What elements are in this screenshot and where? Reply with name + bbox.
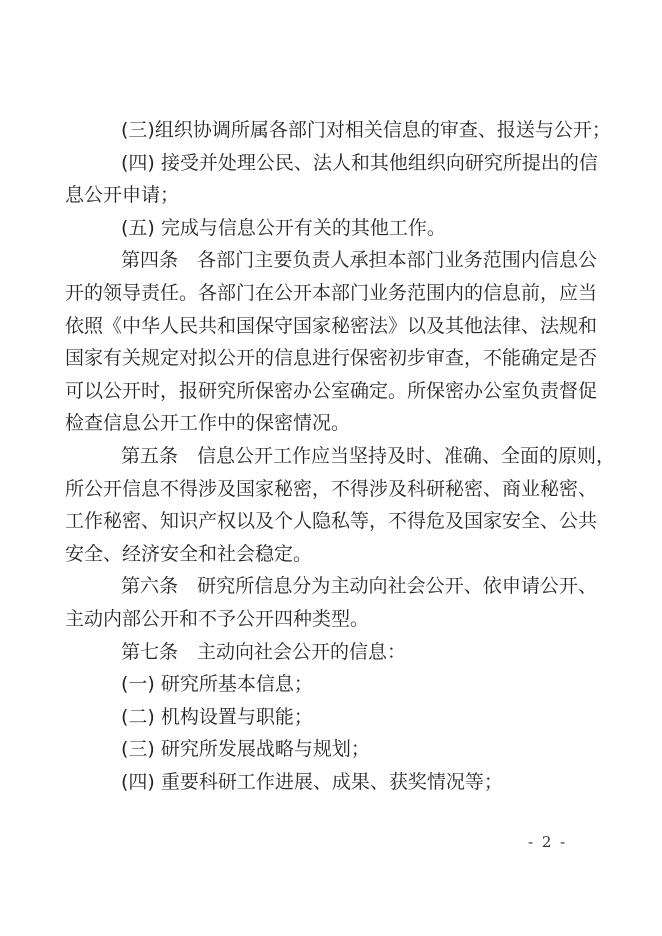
paragraph (65, 668, 597, 701)
paragraph (65, 733, 597, 766)
paragraph (65, 636, 597, 669)
document-body (65, 114, 616, 798)
text-line: (四) 接受并处理公民、法人和其他组织向研究所提出的信 (121, 151, 598, 174)
text-line: (三) 研究所发展战略与规划； (121, 738, 370, 761)
text-line: 第四条 各部门主要负责人承担本部门业务范围内信息公 (121, 249, 597, 272)
text-line: 国家有关规定对拟公开的信息进行保密初步审查，不能确定是否 (65, 347, 598, 370)
paragraph (65, 701, 597, 734)
page-number: - 2 - (528, 833, 568, 851)
text-line: (一) 研究所基本信息； (121, 673, 313, 696)
text-line: 工作秘密、知识产权以及个人隐私等，不得危及国家安全、公共 (65, 510, 598, 533)
text-line: 第六条 研究所信息分为主动向社会公开、依申请公开、 (121, 575, 597, 598)
text-line: 息公开申请； (65, 184, 180, 207)
text-line: 所公开信息不得涉及国家秘密，不得涉及科研秘密、商业秘密、 (65, 477, 598, 500)
text-line: (四) 重要科研工作进展、成果、获奖情况等； (121, 770, 503, 793)
text-line: 第五条 信息公开工作应当坚持及时、准确、全面的原则， (121, 444, 616, 467)
paragraph (65, 244, 597, 440)
text-line: (三)组织协调所属各部门对相关信息的审查、报送与公开； (121, 119, 611, 141)
text-line: 检查信息公开工作中的保密情况。 (65, 412, 351, 435)
text-line: 第七条 主动向社会公开的信息： (121, 640, 407, 663)
text-line: 可以公开时，报研究所保密办公室确定。所保密办公室负责督促 (65, 379, 598, 402)
paragraph (65, 114, 611, 147)
text-line: 开的领导责任。各部门在公开本部门业务范围内的信息前，应当 (65, 281, 598, 304)
paragraph (65, 147, 597, 212)
text-line: 安全、经济安全和社会稳定。 (65, 542, 313, 565)
text-line: 依照《中华人民共和国保守国家秘密法》以及其他法律、法规和 (65, 314, 598, 337)
paragraph (65, 440, 616, 570)
text-line: 主动内部公开和不予公开四种类型。 (65, 607, 370, 630)
text-line: (五) 完成与信息公开有关的其他工作。 (121, 216, 446, 239)
paragraph (65, 570, 597, 635)
paragraph (65, 766, 597, 799)
paragraph (65, 212, 597, 245)
text-line: (二) 机构设置与职能； (121, 705, 313, 728)
